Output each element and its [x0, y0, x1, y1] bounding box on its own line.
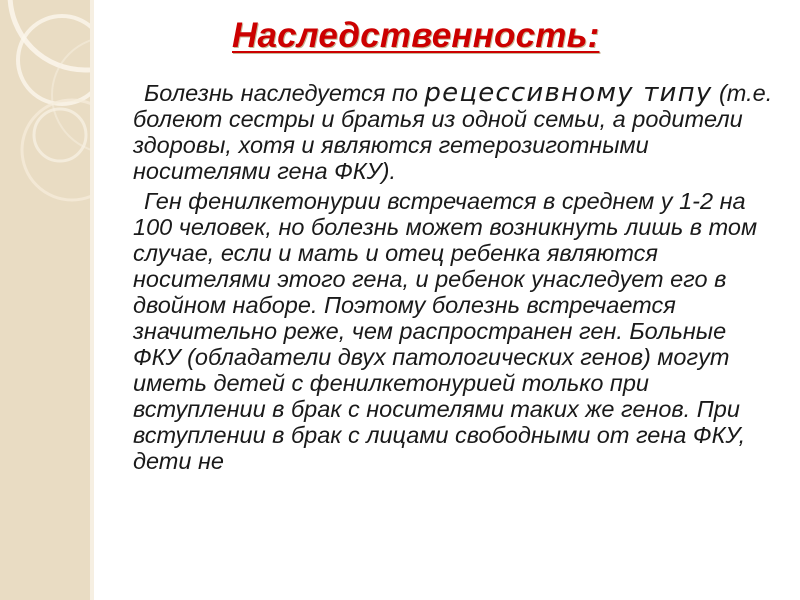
paragraph-rest: (т.е. болеют сестры и братья из одной семьи, а родители здоровы, хотя и являются гетерозиготными носителями гена ФКУ). [133, 80, 773, 184]
slide-body [133, 80, 773, 474]
slide-title: Наследственность: [232, 16, 600, 55]
paragraph-lead: Болезнь наследуется по [144, 80, 425, 106]
decorative-circles-graphic [0, 0, 90, 600]
paragraph-inheritance [133, 80, 773, 184]
recessive-type-emphasis: рецессивному типу [424, 78, 713, 108]
side-band-edge [90, 0, 94, 600]
decorative-side-band [0, 0, 90, 600]
paragraph-gene-frequency: Ген фенилкетонурии встречается в среднем у 1-2 на 100 человек, но болезнь может возникнуть лишь в том случае, если и мать и отец ребенка являются носителями этого гена, и ребенок унаследует его в двойном наборе. Поэтому болезнь встречается значительно реже, чем распространен ген. Больные ФКУ (обладатели двух патологических генов) могут иметь детей с фенилкетонурией только при вступлении в брак с носителями таких же генов. При вступлении в брак с лицами свободными от гена ФКУ, дети не [133, 188, 758, 474]
